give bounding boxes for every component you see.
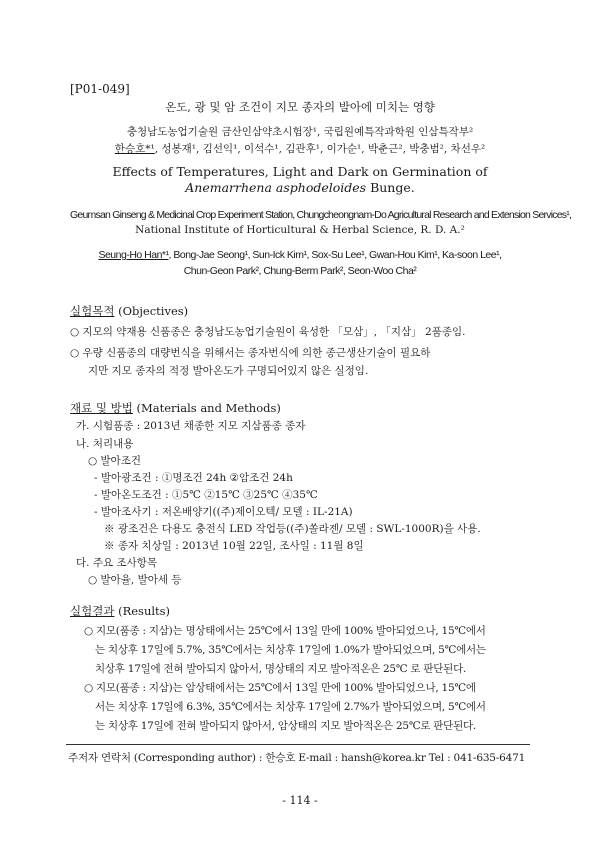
methods-line: ○ 발아조건: [88, 455, 142, 467]
methods-note: ※ 종자 치상일 : 2013년 10월 22일, 조사일 : 11월 8일: [104, 540, 364, 552]
methods-line: 다. 주요 조사항목: [76, 557, 158, 569]
methods-heading-en: (Materials and Methods): [132, 401, 281, 415]
title-english-line1: Effects of Temperatures, Light and Dark on Germination of: [112, 164, 488, 179]
objective-item: ○ 지모의 약재용 신품종은 충청남도농업기술원이 육성한 「모삼」, 「지삼」 2품종임.: [70, 326, 466, 338]
objectives-heading-ko: 실험목적: [70, 304, 115, 318]
title-korean: 온도, 광 및 암 조건이 지모 종자의 발아에 미치는 영향: [165, 100, 435, 114]
coauthors-korean: , 성봉재¹, 김선익¹, 이석수¹, 김관후¹, 이가순¹, 박춘근², 박충범², 차선우²: [154, 143, 486, 155]
abstract-code: [P01-049]: [70, 82, 130, 96]
authors-english-line1: [0, 249, 600, 261]
results-line: 는 치상후 17일에 전혀 발아되지 않아서, 암상태의 지모 발아적온은 25℃로 판단된다.: [95, 720, 476, 732]
authors-english-line2: Chun-Geon Park², Chung-Berm Park², Seon-Woo Cha²: [183, 265, 417, 277]
methods-note: ※ 광조건은 다용도 충전식 LED 작업등((주)쏠라젠/ 모델 : SWL-1000R)을 사용.: [104, 523, 481, 535]
results-heading: [70, 603, 170, 619]
objectives-heading-en: (Objectives): [114, 304, 189, 318]
methods-line: 가. 시험품종 : 2013년 채종한 지모 지삼품종 종자: [76, 420, 306, 432]
affiliations-korean: 충청남도농업기술원 금산인삼약초시험장¹, 국립원예특작과학원 인삼특작부²: [126, 126, 474, 138]
methods-line: ○ 발아율, 발아세 등: [88, 574, 182, 586]
title-english-line2: [0, 180, 600, 195]
footer-divider: [66, 744, 530, 745]
results-line: 서는 치상후 17일에 6.3%, 35℃에서는 치상후 17일에 2.7%가 발아되었으며, 5℃에서: [95, 701, 486, 713]
objective-item: 지만 지모 종자의 적정 발아온도가 구명되어있지 않은 실정임.: [88, 365, 369, 377]
authors-korean: [0, 141, 600, 156]
corresponding-author-contact: 주저자 연락처 (Corresponding author) : 한승호 E-mail : hansh@korea.kr Tel : 041-635-6471: [68, 752, 526, 764]
results-line: ○ 지모(품종 : 지삼)는 명상태에서는 25℃에서 13일 만에 100% 발아되었으나, 15℃에서: [84, 625, 486, 637]
results-heading-en: (Results): [114, 604, 171, 618]
methods-line: 나. 처리내용: [76, 438, 134, 450]
methods-heading-ko: 재료 및 방법: [70, 401, 133, 415]
methods-line: - 발아온도조건 : ①5℃ ②15℃ ③25℃ ④35℃: [94, 489, 318, 501]
species-authority: Bunge.: [366, 180, 415, 195]
page-number: - 114 -: [282, 794, 318, 807]
results-heading-ko: 실험결과: [70, 604, 115, 618]
methods-line: - 발아광조건 : ①명조건 24h ②암조건 24h: [94, 472, 293, 484]
species-name: Anemarrhena asphodeloides: [185, 180, 367, 195]
lead-author-english: Seung-Ho Han*¹: [98, 249, 169, 261]
results-line: 는 치상후 17일에 5.7%, 35℃에서는 치상후 17일에 1.0%가 발아되었으며, 5℃에서는: [95, 644, 486, 656]
results-line: ○ 지모(품종 : 지삼)는 암상태에서는 25℃에서 13일 만에 100% 발아되었으나, 15℃에: [84, 682, 476, 694]
methods-heading: [70, 400, 281, 416]
objectives-heading: [70, 303, 188, 319]
coauthors-english: , Bong-Jae Seong¹, Sun-Ick Kim¹, Sox-Su Lee¹, Gwan-Hou Kim¹, Ka-soon Lee¹,: [168, 249, 502, 261]
objective-item: ○ 우량 신품종의 대량번식을 위해서는 종자번식에 의한 종근생산기술이 필요하: [70, 347, 431, 359]
affiliation-english-line2: National Institute of Horticultural & Herbal Science, R. D. A.²: [135, 224, 465, 236]
lead-author-korean: 한승호*¹: [114, 143, 155, 155]
methods-line: - 발아조사기 : 저온배양기((주)제이오텍/ 모델 : IL-21A): [94, 506, 353, 518]
results-line: 치상후 17일에 전혀 발아되지 않아서, 명상태의 지모 발아적온은 25℃ 로 판단된다.: [95, 663, 467, 675]
affiliation-english-line1: Geumsan Ginseng & Medicinal Crop Experiment Station, Chungcheongnam-Do Agricultural Research and Extension Services¹,: [70, 209, 572, 221]
